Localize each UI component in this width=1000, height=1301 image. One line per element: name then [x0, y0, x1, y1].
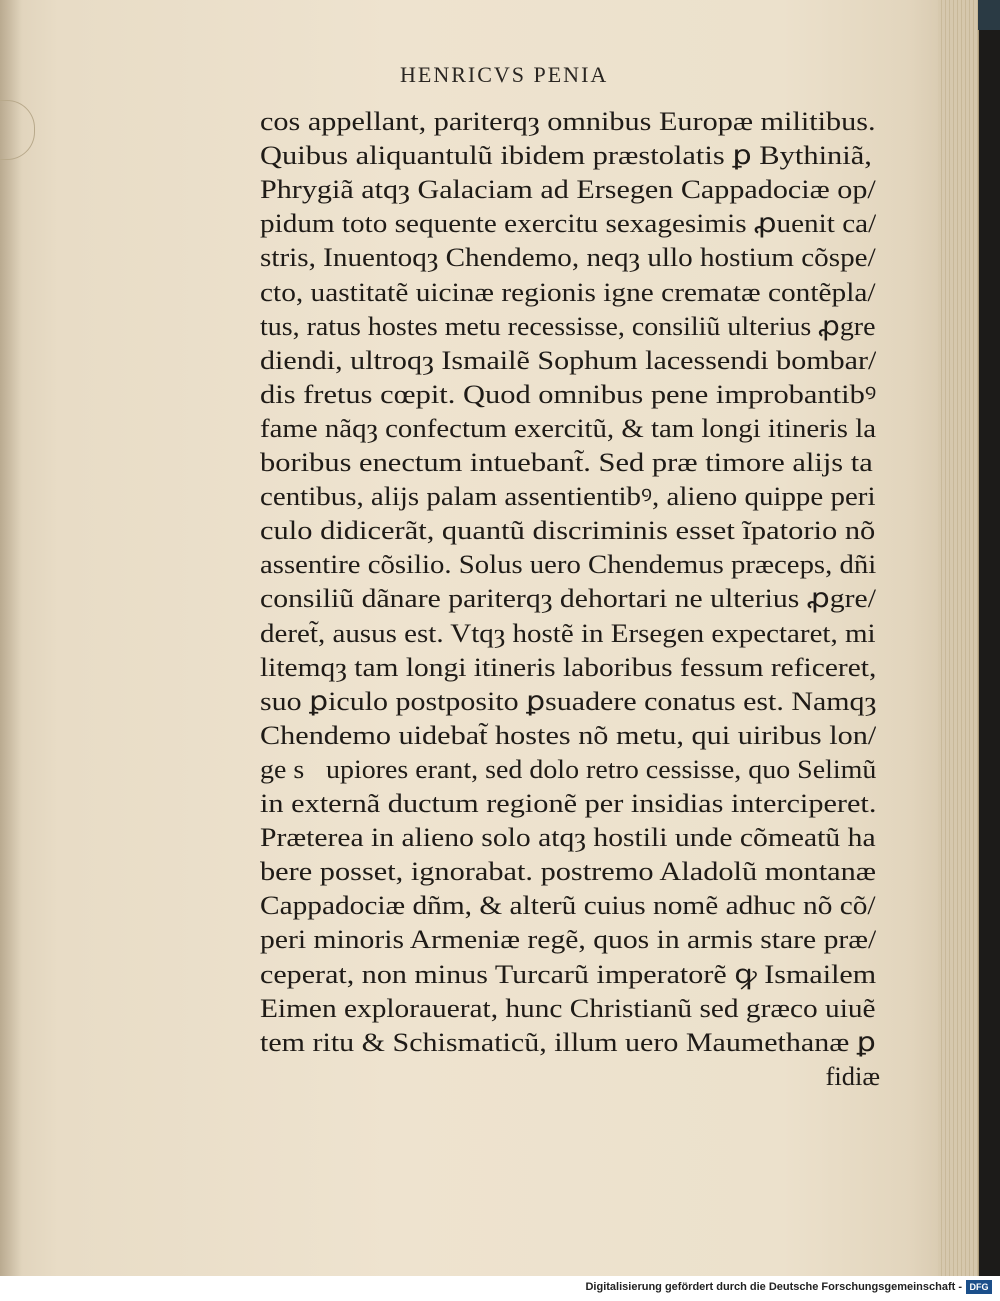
text-line: Chendemo uidebat̃ hostes nõ metu, qui uiribus lon/ — [260, 719, 877, 750]
text-line: bere posset, ignorabat. postremo Aladolũ montanæ — [260, 856, 876, 887]
funding-credit: Digitalisierung gefördert durch die Deutsche Forschungsgemeinschaft - — [585, 1281, 962, 1293]
text-line: in externã ductum regionẽ per insidias interciperet. — [260, 788, 877, 818]
catchword: fidiæ — [825, 1060, 880, 1091]
text-line: cto, uastitatẽ uicinæ regionis igne crematæ contẽpla/ — [260, 276, 876, 307]
text-line: dis fretus cœpit. Quod omnibus pene improbantibꝰ — [260, 378, 877, 409]
text-line: tus, ratus hostes metu recessisse, consiliũ ulterius ꝓgre — [260, 310, 876, 341]
text-line: consiliũ dãnare pariterqȝ dehortari ne ulterius ꝓgre/ — [260, 583, 877, 614]
text-line: Cappadociæ dñm, & alterũ cuius nomẽ adhuc nõ cõ/ — [260, 890, 876, 921]
running-head: HENRICVS PENIA — [400, 62, 609, 87]
text-line: ceperat, non minus Turcarũ imperatorẽ ꝙ Ismailem — [260, 958, 877, 989]
text-line: stris, Inuentoqȝ Chendemo, neqȝ ullo hostium cõspe/ — [260, 242, 876, 273]
text-line: deret̃, ausus est. Vtqȝ hostẽ in Ersegen expectaret, mi — [260, 617, 876, 648]
dfg-logo-icon: DFG — [966, 1280, 992, 1294]
text-line: suo ꝑiculo postposito ꝑsuadere conatus est. Namqȝ — [260, 685, 877, 716]
text-line: Præterea in alieno solo atqȝ hostili unde cõmeatũ ha — [260, 822, 876, 853]
text-line: tem ritu & Schismaticũ, illum uero Maumethanæ ꝑ — [260, 1026, 876, 1057]
page-stack-edge — [938, 0, 978, 1276]
main-text — [260, 104, 880, 1104]
spine-shadow — [0, 0, 22, 1276]
text-line: assentire cõsilio. Solus uero Chendemus præceps, dñi — [260, 549, 877, 580]
page-edge-mark — [0, 100, 35, 160]
text-line: Eimen explorauerat, hunc Christianũ sed græco uiuẽ — [260, 992, 876, 1023]
text-line: Phrygiã atqȝ Galaciam ad Ersegen Cappadociæ op/ — [260, 174, 876, 205]
digitization-footer — [0, 1276, 1000, 1301]
book-cover-corner — [978, 0, 1000, 30]
text-line: ge sᷓupiores erant, sed dolo retro cessisse, quo Selimũ — [260, 753, 877, 784]
text-line: fame nãqȝ confectum exercitũ, & tam longi itineris la — [260, 412, 877, 443]
text-line: culo didicerãt, quantũ discriminis esset ĩpatorio nõ — [260, 515, 876, 546]
text-line: diendi, ultroqȝ Ismailẽ Sophum lacessendi bombar/ — [260, 344, 877, 375]
text-line: peri minoris Armeniæ regẽ, quos in armis stare præ/ — [260, 924, 877, 955]
text-line: litemqȝ tam longi itineris laboribus fessum reficeret, — [260, 651, 877, 682]
text-line: cos appellant, pariterqȝ omnibus Europæ militibus. — [260, 106, 876, 136]
text-line: boribus enectum intuebant̃. Sed præ timore alijs ta — [260, 447, 873, 477]
text-line: centibus, alijs palam assentientibꝰ, alieno quippe peri — [260, 481, 876, 512]
text-line: pidum toto sequente exercitu sexagesimis ꝓuenit ca/ — [260, 208, 877, 239]
text-line: Quibus aliquantulũ ibidem præstolatis ꝑ Bythiniã, — [260, 140, 872, 171]
